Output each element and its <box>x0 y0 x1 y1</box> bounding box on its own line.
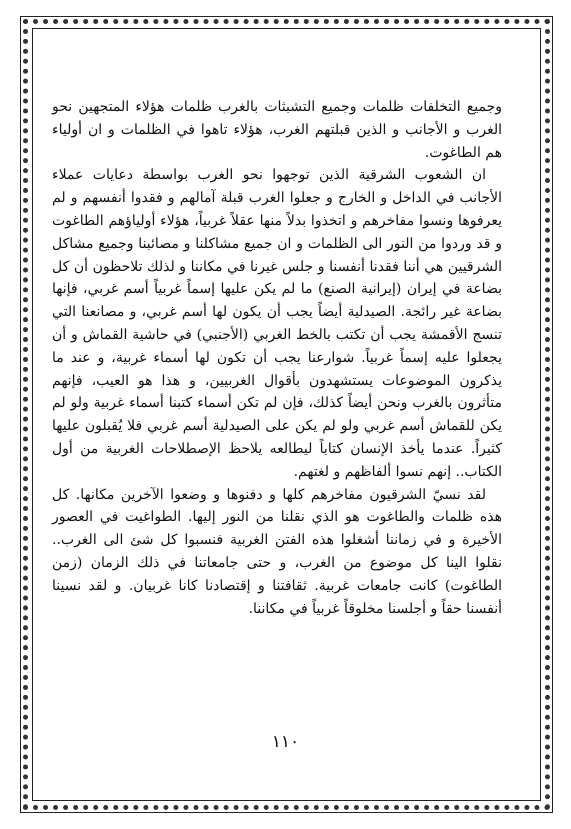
body-text <box>52 96 502 620</box>
paragraph-1: وجميع التخلفات ظلمات وجميع التشبثات بالغرب ظلمات هؤلاء المتجهين نحو الغرب و الأجانب و الذين قبلتهم الغرب، هؤلاء تاهوا في الظلمات و ان أولياء هم الطاغوت. <box>52 99 502 161</box>
paragraph-2: ان الشعوب الشرقية الذين توجهوا نحو الغرب بواسطة دعايات عملاء الأجانب في الداخل و الخارج و جعلوا الغرب قبلة آمالهم و فقدوا أنفسهم و لم يعرفوها ونسوا مفاخرهم و اتخذوا بدلاً منها عقلاً غربياً، هؤلاء أولياؤهم الطاغوت و قد وردوا من النور الى الظلمات و ان جميع مشاكلنا و مصائبنا وجميع مشاكل الشرقيين هي أننا فقدنا أنفسنا و جلس غيرنا في مكاننا و لذلك تلاحظون أن كل بضاعة في إيران (إيرانية الصنع) ما لم يكن عليها إسماً غربياً أسم غربي، فإنها بضاعة غير رائجة. الصيدلية أيضاً يجب أن يكون لها أسم غربي، و مصانعنا التي تنسج الأقمشة يجب أن تكتب بالخط الغربي (الأجنبي) في حاشية القماش و أن يجعلوا عليه إسماً غربياً. شوارعنا يجب أن تكون لها أسماء غربية، و عند ما يذكرون الموضوعات يستشهدون بأقوال الغربيين، و هذا هو العيب، فإنهم متأثرون بالغرب ونحن أيضاً كذلك، فإن لم تكن أسماء كتبنا أسماء غربية ولو لم يكن للقماش أسم غربي ولو لم يكن على الصيدلية أسم غربي فلا يُقبلون عليها كثيراً. عندما يأخذ الإنسان كتاباً ليطالعه يلاحظ الإصطلاحات الغربية من أول الكتاب.. إنهم نسوا ألفاظهم و لغتهم. <box>52 167 502 480</box>
page-number: ١١٠ <box>271 732 300 752</box>
paragraph-3: لقد نسيّ الشرقيون مفاخرهم كلها و دفنوها و وضعوا الآخرين مكانها. كل هذه ظلمات والطاغوت هو الذي نقلنا من النور إليها. الطواغيت في العصور الأخيرة و في زماننا أشغلوا هذه الفتن الغربية فنسبوا كل شئ الى الغرب.. نقلوا الينا كل موضوع من الغرب، و حتى جامعاتنا في ذلك الزمان (زمن الطاغوت) كانت جامعات غربية. ثقافتنا و إقتصادنا كانا غربيان. و لقد نسينا أنفسنا حقاً و أجلسنا مخلوقاً غربياً في مكاننا. <box>52 486 502 617</box>
